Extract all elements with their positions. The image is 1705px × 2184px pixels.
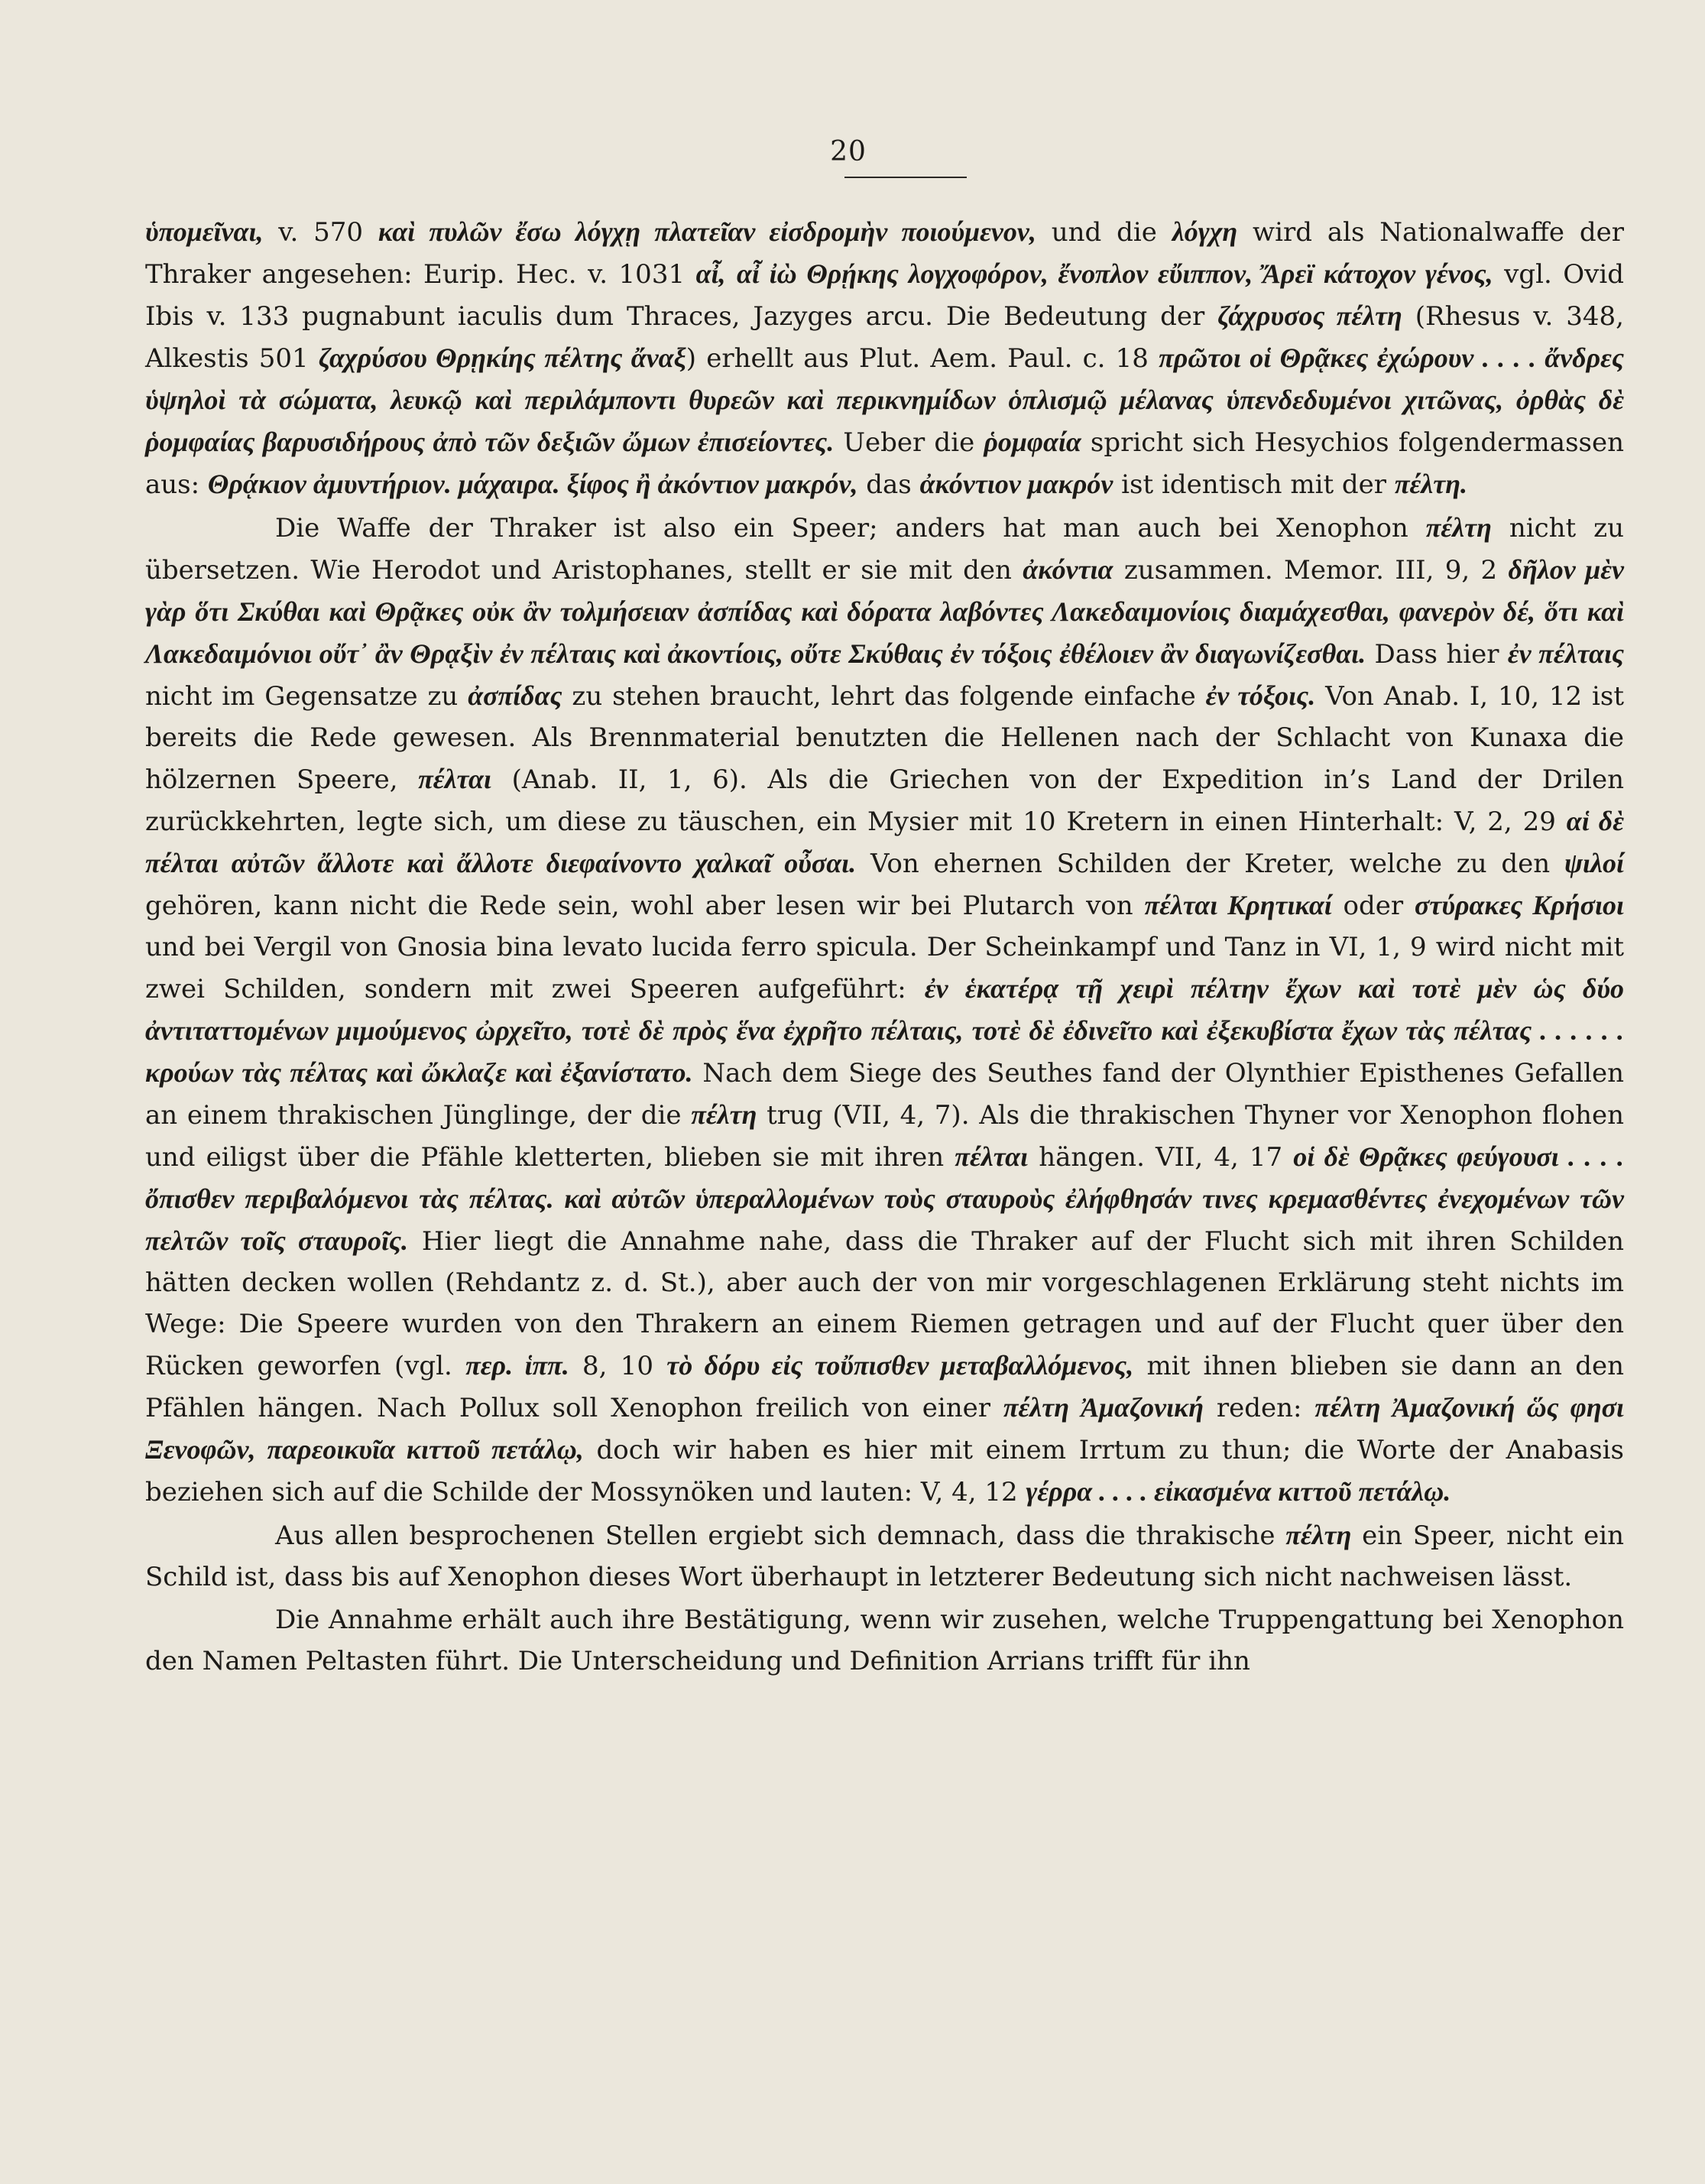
greek-quote: ζαχρύσου Θρῃκίης πέλτης ἄναξ bbox=[318, 342, 686, 373]
text-run: wird als Nationalwaffe der Thraker angesehen: Eurip. Hec. v. 1031 bbox=[145, 217, 1624, 290]
text-run: und die bbox=[1036, 217, 1172, 248]
text-run: hängen. VII, 4, 17 bbox=[1028, 1142, 1294, 1173]
text-run: mit ihnen blieben sie dann an den Pfählen hängen. Nach Pollux soll Xenophon freilich von einer bbox=[145, 1351, 1624, 1423]
text-run: Nach dem Siege des Seuthes fand der Olynthier Episthenes Gefallen an einem thrakischen Jünglinge, der die bbox=[145, 1058, 1624, 1131]
greek-quote: δῆλον μὲν γὰρ ὅτι Σκύθαι καὶ Θρᾷκες οὐκ ἂν τολμήσειαν ἀσπίδας καὶ δόρατα λαβόντες Λακεδαιμονίοις διαμάχεσθαι, φανερὸν δέ, ὅτι καὶ Λακεδαιμόνιοι οὔτ᾽ ἂν Θρᾳξὶν ἐν πέλταις καὶ ἀκοντίοις, οὔτε Σκύθαις ἐν τόξοις ἐθέλοιεν ἂν διαγωνίζεσθαι. bbox=[145, 554, 1625, 669]
greek-quote: ἐν τόξοις. bbox=[1205, 680, 1316, 711]
text-run: ist identisch mit der bbox=[1113, 469, 1395, 500]
greek-quote: λόγχη bbox=[1172, 216, 1238, 247]
greek-quote: πέλται Κρητικαί bbox=[1144, 890, 1332, 920]
text-run: reden: bbox=[1203, 1393, 1315, 1423]
text-run: (Anab. II, 1, 6). Als die Griechen von der Expedition in’s Land der Drilen zurückkehrten, legte sich, um diese zu täuschen, ein Mysier mit 10 Kretern in einen Hinterhalt: V, 2, 29 bbox=[145, 764, 1624, 837]
paragraph bbox=[145, 507, 1624, 1513]
greek-quote: πέλτη. bbox=[1394, 469, 1468, 499]
text-run: vgl. Ovid Ibis v. 133 pugnabunt iaculis dum Thraces, Jazyges arcu. Die Bedeutung der bbox=[145, 259, 1625, 332]
text-run: nicht im Gegensatze zu bbox=[145, 681, 468, 712]
text-run: oder bbox=[1331, 891, 1415, 921]
text-run: v. 570 bbox=[263, 217, 378, 248]
greek-quote: αἱ δὲ πέλται αὐτῶν ἄλλοτε καὶ ἄλλοτε διεφαίνοντο χαλκαῖ οὖσαι. bbox=[145, 806, 1624, 878]
page-number: 20 bbox=[830, 136, 867, 167]
greek-quote: πέλτη Ἀμαζονική ὥς φησι Ξενοφῶν, παρεοικυῖα κιττοῦ πετάλῳ, bbox=[145, 1392, 1624, 1465]
paragraph bbox=[145, 211, 1624, 505]
greek-quote: ὑπομεῖναι, bbox=[145, 216, 264, 247]
body-text bbox=[145, 211, 1624, 1682]
greek-quote: ἀσπίδας bbox=[468, 680, 562, 711]
greek-quote: πρῶτοι οἱ Θρᾷκες ἐχώρουν . . . . ἄνδρες ὑψηλοὶ τὰ σώματα, λευκῷ καὶ περιλάμποντι θυρεῶν καὶ περικνημίδων ὁπλισμῷ μέλανας ὑπενδεδυμένοι χιτῶνας, ὀρθὰς δὲ ῥομφαίας βαρυσιδήρους ἀπὸ τῶν δεξιῶν ὤμων ἐπισείοντες. bbox=[145, 342, 1624, 457]
greek-quote: ῥομφαία bbox=[984, 427, 1081, 457]
greek-quote: γέρρα . . . . εἰκασμένα κιττοῦ πετάλῳ. bbox=[1026, 1476, 1451, 1507]
text-run: nicht zu übersetzen. Wie Herodot und Aristophanes, stellt er sie mit den bbox=[145, 513, 1624, 586]
greek-quote: περ. ἱππ. bbox=[465, 1350, 569, 1381]
text-run: spricht sich Hesychios folgendermassen aus: bbox=[145, 427, 1624, 500]
text-run: und bei Vergil von Gnosia bina levato lucida ferro spicula. Der Scheinkampf und Tanz in VI, 1, 9 wird nicht mit zwei Schilden, sondern mit zwei Speeren aufgeführt: bbox=[145, 932, 1624, 1004]
greek-quote: ψιλοί bbox=[1564, 848, 1624, 878]
greek-quote: πέλτη Ἀμαζονική bbox=[1003, 1392, 1204, 1423]
text-run: zu stehen braucht, lehrt das folgende einfache bbox=[562, 681, 1206, 712]
greek-quote: ἀκόντιον μακρόν bbox=[919, 469, 1113, 499]
greek-quote: στύρακες Κρήσιοι bbox=[1414, 890, 1624, 920]
greek-quote: ἐν πέλταις bbox=[1507, 638, 1624, 669]
greek-quote: τὸ δόρυ εἰς τοὔπισθεν μεταβαλλόμενος, bbox=[666, 1350, 1134, 1381]
text-run: 8, 10 bbox=[569, 1351, 667, 1381]
greek-quote: ἀκόντια bbox=[1023, 554, 1113, 585]
text-run: Hier liegt die Annahme nahe, dass die Thraker auf der Flucht sich mit ihren Schilden hätten decken wollen (Rehdantz z. d. St.), aber auch der von mir vorgeschlagenen Erklärung steht nichts im Wege: Die Speere wurden von den Thrakern an einem Riemen getragen und auf der Flucht quer über den Rücken geworfen (vgl. bbox=[145, 1226, 1624, 1381]
greek-quote: πέλτη bbox=[1285, 1520, 1352, 1550]
greek-quote: ἐν ἑκατέρᾳ τῇ χειρὶ πέλτην ἔχων καὶ τοτὲ μὲν ὡς δύο ἀντιταττομένων μιμούμενος ὠρχεῖτο, τοτὲ δὲ πρὸς ἕνα ἐχρῆτο πέλταις, τοτὲ δὲ ἐδινεῖτο καὶ ἐξεκυβίστα ἔχων τὰς πέλτας . . . . . . κρούων τὰς πέλτας καὶ ὤκλαζε καὶ ἐξανίστατο. bbox=[145, 973, 1624, 1088]
greek-quote: Θρᾴκιον ἀμυντήριον. μάχαιρα. ξίφος ἢ ἀκόντιον μακρόν, bbox=[207, 469, 858, 499]
text-run bbox=[726, 259, 737, 290]
text-run: Dass hier bbox=[1366, 639, 1508, 670]
greek-quote: αἶ ἰὼ Θρῄκης λογχοφόρον, ἔνοπλον εὔιππον, Ἄρεϊ κάτοχον γένος, bbox=[737, 258, 1493, 289]
text-run: Die Annahme erhält auch ihre Bestätigung, wenn wir zusehen, welche Truppengattung bei Xenophon den Namen Peltasten führt. Die Unterscheidung und Definition Arrians trifft für ihn bbox=[145, 1605, 1624, 1676]
text-run: ein Speer, nicht ein Schild ist, dass bis auf Xenophon dieses Wort überhaupt in letzterer Bedeutung sich nicht nachweisen lässt. bbox=[145, 1520, 1625, 1592]
text-run: trug (VII, 4, 7). Als die thrakischen Thyner vor Xenophon flohen und eiligst über die Pfähle kletterten, blieben sie mit ihren bbox=[145, 1100, 1624, 1173]
greek-quote: πέλτη bbox=[1425, 512, 1492, 543]
greek-quote: καὶ πυλῶν ἔσω λόγχῃ πλατεῖαν εἰσδρομὴν ποιούμενον, bbox=[378, 216, 1036, 247]
text-run: doch wir haben es hier mit einem Irrtum zu thun; die Worte der Anabasis beziehen sich auf die Schilde der Mossynöken und lauten: V, 4, 12 bbox=[145, 1435, 1624, 1507]
text-run: Von Anab. I, 10, 12 ist bereits die Rede gewesen. Als Brennmaterial benutzten die Hellenen nach der Schlacht von Kunaxa die hölzernen Speere, bbox=[145, 681, 1624, 795]
greek-quote: οἱ δὲ Θρᾷκες φεύγουσι . . . . ὄπισθεν περιβαλόμενοι τὰς πέλτας. καὶ αὐτῶν ὑπεραλλομένων τοὺς σταυροὺς ἐλήφθησάν τινες κρεμασθέντες ἐνεχομένων τῶν πελτῶν τοῖς σταυροῖς. bbox=[145, 1141, 1624, 1256]
text-run: das bbox=[857, 469, 920, 500]
text-run: Ueber die bbox=[834, 427, 984, 458]
text-run: gehören, kann nicht die Rede sein, wohl aber lesen wir bei Plutarch von bbox=[145, 891, 1145, 921]
greek-quote: πέλται bbox=[418, 764, 491, 794]
text-run: (Rhesus v. 348, Alkestis 501 bbox=[145, 301, 1624, 374]
text-run: ) erhellt aus Plut. Aem. Paul. c. 18 bbox=[686, 343, 1159, 374]
text-run: Von ehernen Schilden der Kreter, welche zu den bbox=[856, 849, 1564, 879]
header-rule bbox=[844, 177, 967, 178]
paragraph bbox=[145, 1599, 1624, 1682]
text-run: Aus allen besprochenen Stellen ergiebt sich demnach, dass die thrakische bbox=[275, 1520, 1286, 1551]
text-run: Die Waffe der Thraker ist also ein Speer; anders hat man auch bei Xenophon bbox=[275, 513, 1426, 544]
paragraph bbox=[145, 1514, 1624, 1598]
greek-quote: ζάχρυσος πέλτη bbox=[1217, 300, 1402, 331]
greek-quote: πέλτη bbox=[691, 1099, 757, 1130]
greek-quote: πέλται bbox=[955, 1141, 1029, 1172]
text-run: zusammen. Memor. III, 9, 2 bbox=[1113, 555, 1509, 586]
greek-quote: αἶ, bbox=[695, 258, 726, 289]
